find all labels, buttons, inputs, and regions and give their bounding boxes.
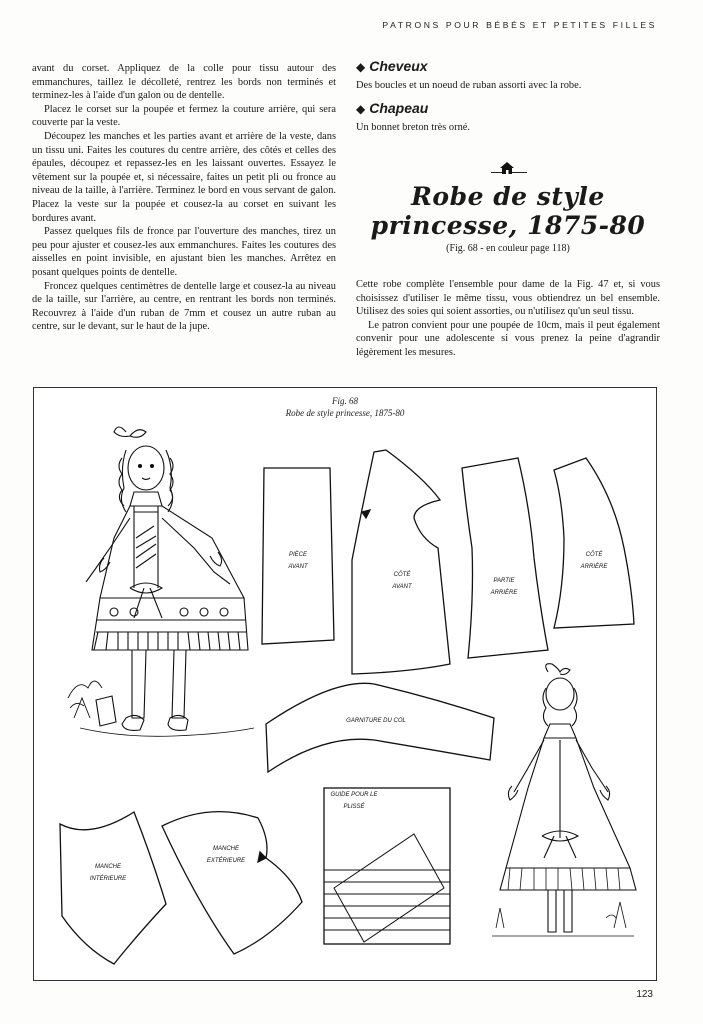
left-column xyxy=(32,62,336,334)
svg-text:MANCHE: MANCHE xyxy=(94,864,122,870)
item-text-cheveux: Des boucles et un noeud de ruban assorti avec la robe. xyxy=(356,79,582,91)
diamond-bullet-icon: ◆ xyxy=(356,60,366,74)
pattern-piece-partie-arriere xyxy=(462,458,548,658)
svg-text:INTÉRIEURE: INTÉRIEURE xyxy=(89,876,127,882)
svg-text:PARTIE: PARTIE xyxy=(493,578,515,584)
svg-text:AVANT: AVANT xyxy=(288,564,308,570)
pattern-piece-piece-avant xyxy=(262,468,334,644)
pattern-piece-manche-interieure xyxy=(60,812,166,964)
paragraph: Cette robe complète l'ensemble pour dame de la Fig. 47 et, si vous choisissez d'utiliser le même tissu, vous obtiendrez un bel ensemble. Utilisez des soies qui soient assorties, ou n'utilisez qu'un seul tissu. xyxy=(356,279,660,318)
paragraph: Placez le corset sur la poupée et fermez la couture arrière, qui sera couverte par la veste. xyxy=(32,103,336,129)
svg-text:ARRIÈRE: ARRIÈRE xyxy=(580,564,608,570)
svg-text:ARRIÈRE: ARRIÈRE xyxy=(490,590,518,596)
running-head: PATRONS POUR BÉBÉS ET PETITES FILLES xyxy=(382,20,657,30)
svg-text:CÔTÉ: CÔTÉ xyxy=(585,552,603,558)
section-subtitle: (Fig. 68 - en couleur page 118) xyxy=(446,243,570,254)
item-text-chapeau: Un bonnet breton très orné. xyxy=(356,121,470,133)
section-title: Robe de style princesse, 1875-80 xyxy=(370,182,646,240)
pattern-piece-garniture-du-col xyxy=(266,683,494,772)
pattern-piece-guide-plisse xyxy=(324,788,450,944)
right-column xyxy=(356,58,660,358)
svg-text:EXTÉRIEURE: EXTÉRIEURE xyxy=(206,858,246,864)
item-heading-cheveux: ◆ Cheveux xyxy=(356,58,428,74)
svg-text:PIÈCE: PIÈCE xyxy=(288,552,308,558)
svg-text:PLISSÉ: PLISSÉ xyxy=(343,804,365,810)
item-heading-chapeau: ◆ Chapeau xyxy=(356,100,429,117)
diamond-bullet-icon: ◆ xyxy=(356,102,366,117)
svg-text:CÔTÉ: CÔTÉ xyxy=(393,572,411,578)
page-number: 123 xyxy=(636,989,653,1000)
svg-text:MANCHE: MANCHE xyxy=(212,846,240,852)
svg-text:GARNITURE DU COL: GARNITURE DU COL xyxy=(346,718,406,724)
paragraph: Le patron convient pour une poupée de 10cm, mais il peut également convenir pour une adolescente si vous prenez la peine d'agrandir légèrement les mesures. xyxy=(356,319,660,358)
figure-caption: Fig. 68 Robe de style princesse, 1875-80 xyxy=(285,396,405,418)
paragraph: Froncez quelques centimètres de dentelle large et cousez-la au niveau de la taille, sur l'arrière, au centre, en rentrant les bords non terminés. Recouvrez à l'aide d'un ruban de 7mm et cousez un autre ruban au centre, sur le devant, sur le haut de la jupe. xyxy=(32,280,336,333)
svg-text:AVANT: AVANT xyxy=(392,584,412,590)
paragraph: Découpez les manches et les parties avant et arrière de la veste, dans un tissu uni. Faites les coutures du centre arrière, des côtés et celles des épaules, découpez et repassez-les en les laissant ouvertes. Essayez le vêtement sur la poupée et, si nécessaire, faites un petit pli ou fronce au niveau de la taille, à l'arrière. Terminez le bord en vous servant de galon. Placez la veste sur la poupée et cousez-la au corset en suivant les bordures avant. xyxy=(32,130,336,224)
paragraph: Passez quelques fils de fronce par l'ouverture des manches, tirez un peu pour ajuster et cousez-les aux emmanchures. Faites les coutures des aisselles en point invisible, en ajustant bien les manches. Arrêtez en posant quelques points de dentelle. xyxy=(32,226,336,278)
svg-text:GUIDE POUR LE: GUIDE POUR LE xyxy=(330,792,378,798)
pattern-piece-cote-avant xyxy=(352,450,450,674)
pattern-piece-manche-exterieure xyxy=(162,812,302,954)
pattern-figure xyxy=(33,387,657,981)
pattern-piece-cote-arriere xyxy=(554,458,634,628)
paragraph: avant du corset. Appliquez de la colle pour tissu autour des emmanchures, taillez le décolleté, rentrez les bords non terminés et terminez-les à l'aide d'un galon ou de dentelle. xyxy=(32,63,336,102)
doll-front-illustration xyxy=(68,427,254,736)
doll-back-illustration xyxy=(492,664,636,936)
house-icon xyxy=(500,162,514,174)
intro-text xyxy=(356,278,660,360)
